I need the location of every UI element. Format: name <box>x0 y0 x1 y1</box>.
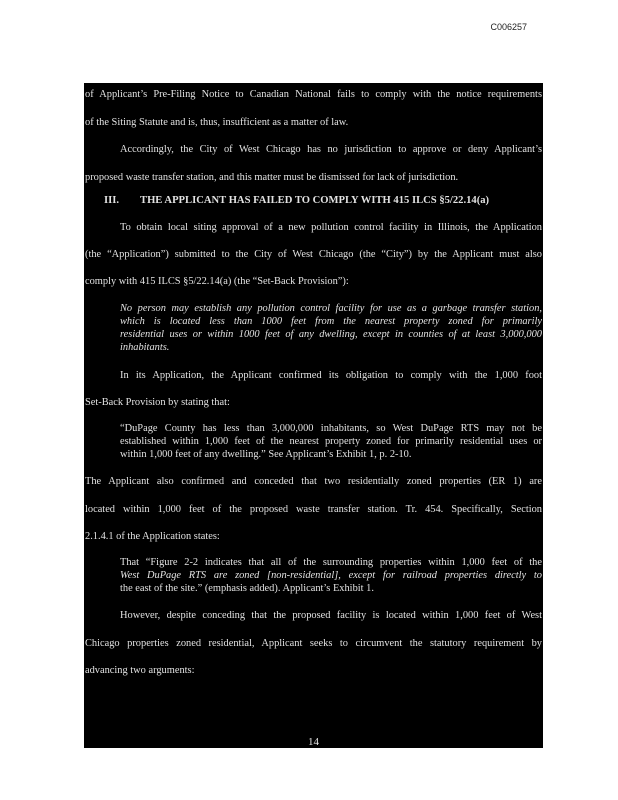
section-number: III. <box>104 195 120 206</box>
quote-line: the east of the site.” (emphasis added). Applicant’s Exhibit 1. <box>120 583 374 594</box>
section-heading <box>104 195 489 207</box>
quote-line: “DuPage County has less than 3,000,000 inhabitants, so West DuPage RTS may not be <box>120 423 542 434</box>
quote-line: inhabitants. <box>120 342 170 353</box>
text-line: Set-Back Provision by stating that: <box>85 397 230 408</box>
text-line: To obtain local siting approval of a new pollution control facility in Illinois, the Application <box>120 222 542 233</box>
text-line: Chicago properties zoned residential, Applicant seeks to circumvent the statutory requirement by <box>85 638 542 649</box>
quote-line: within 1,000 feet of any dwelling.” See Applicant’s Exhibit 1, p. 2-10. <box>120 449 412 460</box>
bates-number: C006257 <box>490 22 527 32</box>
quote-line: West DuPage RTS are zoned [non-residential], except for railroad properties directly to <box>120 570 542 581</box>
text-line: Accordingly, the City of West Chicago has no jurisdiction to approve or deny Applicant’s <box>120 144 542 155</box>
quote-line: established within 1,000 feet of the nearest property zoned for primarily residential uses or <box>120 436 542 447</box>
text-line: proposed waste transfer station, and this matter must be dismissed for lack of jurisdiction. <box>85 172 459 183</box>
text-line: of the Siting Statute and is, thus, insufficient as a matter of law. <box>85 117 349 128</box>
text-line: In its Application, the Applicant confirmed its obligation to comply with the 1,000 foot <box>120 370 542 381</box>
text-line: (the “Application”) submitted to the City of West Chicago (the “City”) by the Applicant must also <box>85 249 542 260</box>
text-line: The Applicant also confirmed and conceded that two residentially zoned properties (ER 1) are <box>85 476 542 487</box>
section-title: THE APPLICANT HAS FAILED TO COMPLY WITH 415 ILCS §5/22.14(a) <box>140 195 490 206</box>
text-line: 2.1.4.1 of the Application states: <box>85 531 220 542</box>
text-line: of Applicant’s Pre-Filing Notice to Canadian National fails to comply with the notice requirements <box>85 89 542 100</box>
text-line: comply with 415 ILCS §5/22.14(a) (the “Set-Back Provision”): <box>85 276 349 287</box>
text-line: advancing two arguments: <box>85 665 195 676</box>
quote-line: That “Figure 2-2 indicates that all of the surrounding properties within 1,000 feet of the <box>120 557 542 568</box>
text-line: However, despite conceding that the proposed facility is located within 1,000 feet of West <box>120 610 542 621</box>
quote-line: which is located less than 1000 feet from the nearest property zoned for primarily <box>120 316 542 327</box>
page-number: 14 <box>308 736 319 748</box>
document-body <box>84 83 543 748</box>
quote-line: residential uses or within 1000 feet of any dwelling, except in counties of at least 3,000,000 <box>120 329 542 340</box>
text-line: located within 1,000 feet of the proposed waste transfer station. Tr. 454. Specifically, Section <box>85 504 542 515</box>
quote-line: No person may establish any pollution control facility for use as a garbage transfer station, <box>120 303 542 314</box>
